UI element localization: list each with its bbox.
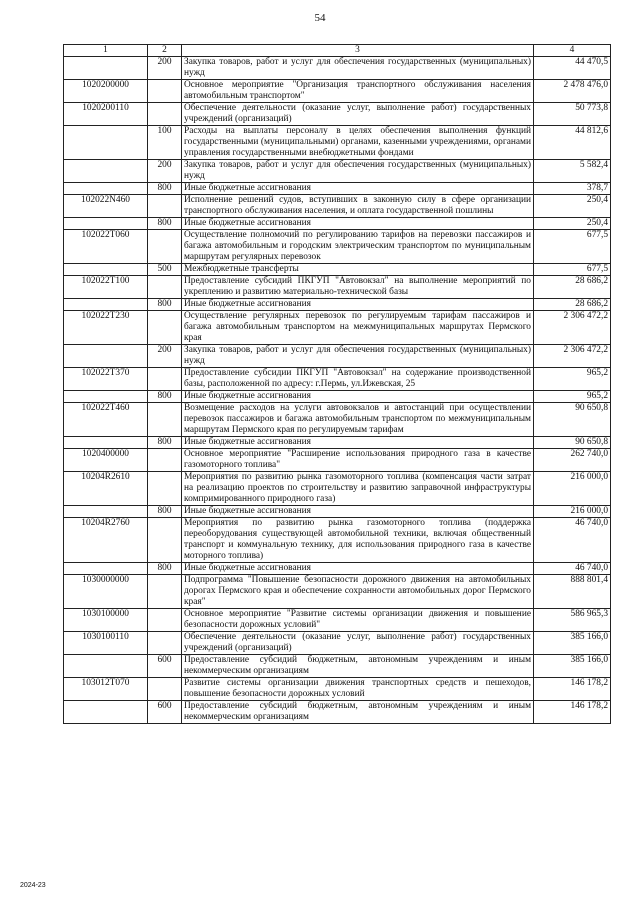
expense-type-cell [148, 609, 182, 632]
expense-type-cell: 800 [148, 563, 182, 575]
description-cell: Мероприятия по развитию рынка газомоторного топлива (поддержка переоборудования существующей автомобильной техники, включая общественный транспорт и коммунальную технику, для использования природного газа в качестве моторного топлива) [182, 518, 534, 563]
table-row [64, 437, 611, 449]
table-row [64, 160, 611, 183]
expense-type-cell: 600 [148, 701, 182, 724]
description-cell: Закупка товаров, работ и услуг для обеспечения государственных (муниципальных) нужд [182, 57, 534, 80]
column-number: 1 [64, 45, 148, 57]
amount-cell: 586 965,3 [534, 609, 611, 632]
expense-type-cell [148, 575, 182, 609]
code-cell: 103012Т070 [64, 678, 148, 701]
code-cell [64, 126, 148, 160]
amount-cell: 262 740,0 [534, 449, 611, 472]
expense-type-cell: 200 [148, 160, 182, 183]
expense-type-cell: 800 [148, 506, 182, 518]
expense-type-cell [148, 368, 182, 391]
expense-type-cell: 100 [148, 126, 182, 160]
code-cell: 102022Т100 [64, 276, 148, 299]
table-row [64, 368, 611, 391]
table-row [64, 195, 611, 218]
description-cell: Иные бюджетные ассигнования [182, 391, 534, 403]
code-cell [64, 218, 148, 230]
table-row [64, 311, 611, 345]
table-row [64, 678, 611, 701]
table-row [64, 655, 611, 678]
expense-type-cell [148, 311, 182, 345]
description-cell: Мероприятия по развитию рынка газомоторного топлива (компенсация части затрат на реализацию проектов по строительству и развитию заправочной инфраструктуры компримированного природного газа) [182, 472, 534, 506]
amount-cell: 50 773,8 [534, 103, 611, 126]
table-row [64, 299, 611, 311]
budget-table-container [63, 44, 610, 724]
expense-type-cell: 200 [148, 345, 182, 368]
table-row [64, 563, 611, 575]
amount-cell: 965,2 [534, 368, 611, 391]
description-cell: Основное мероприятие "Расширение использования природного газа в качестве газомоторного топлива" [182, 449, 534, 472]
table-row [64, 276, 611, 299]
description-cell: Иные бюджетные ассигнования [182, 299, 534, 311]
expense-type-cell [148, 403, 182, 437]
code-cell: 102022Т230 [64, 311, 148, 345]
table-row [64, 345, 611, 368]
code-cell: 10204R2610 [64, 472, 148, 506]
code-cell: 1030100000 [64, 609, 148, 632]
expense-type-cell [148, 449, 182, 472]
description-cell: Предоставление субсидий ПКГУП "Автовокзал" на выполнение мероприятий по укреплению и развитию материально-технической базы [182, 276, 534, 299]
table-row [64, 632, 611, 655]
description-cell: Предоставление субсидии ПКГУП "Автовокзал" на содержание производственной базы, расположенной по адресу: г.Пермь, ул.Ижевская, 25 [182, 368, 534, 391]
description-cell: Основное мероприятие "Развитие системы организации движения и повышение безопасности дорожных условий" [182, 609, 534, 632]
amount-cell: 44 812,6 [534, 126, 611, 160]
expense-type-cell [148, 678, 182, 701]
amount-cell: 44 470,5 [534, 57, 611, 80]
amount-cell: 378,7 [534, 183, 611, 195]
code-cell: 1030000000 [64, 575, 148, 609]
expense-type-cell [148, 103, 182, 126]
expense-type-cell [148, 518, 182, 563]
amount-cell: 146 178,2 [534, 701, 611, 724]
description-cell: Осуществление полномочий по регулированию тарифов на перевозки пассажиров и багажа автомобильным и городским электрическим транспортом по муниципальным маршрутам регулярных перевозок [182, 230, 534, 264]
table-row [64, 449, 611, 472]
description-cell: Иные бюджетные ассигнования [182, 218, 534, 230]
code-cell [64, 437, 148, 449]
description-cell: Предоставление субсидий бюджетным, автономным учреждениям и иным некоммерческим организациям [182, 701, 534, 724]
description-cell: Обеспечение деятельности (оказание услуг, выполнение работ) государственных учреждений (организаций) [182, 103, 534, 126]
code-cell [64, 183, 148, 195]
amount-cell: 90 650,8 [534, 403, 611, 437]
amount-cell: 28 686,2 [534, 299, 611, 311]
table-row [64, 609, 611, 632]
expense-type-cell [148, 472, 182, 506]
expense-type-cell [148, 230, 182, 264]
column-number: 4 [534, 45, 611, 57]
table-row [64, 264, 611, 276]
code-cell [64, 57, 148, 80]
code-cell: 1020200000 [64, 80, 148, 103]
code-cell [64, 264, 148, 276]
description-cell: Предоставление субсидий бюджетным, автономным учреждениям и иным некоммерческим организациям [182, 655, 534, 678]
amount-cell: 146 178,2 [534, 678, 611, 701]
description-cell: Закупка товаров, работ и услуг для обеспечения государственных (муниципальных) нужд [182, 345, 534, 368]
description-cell: Подпрограмма "Повышение безопасности дорожного движения на автомобильных дорогах Пермского края и обеспечение сохранности автомобильных дорог Пермского края" [182, 575, 534, 609]
expense-type-cell: 800 [148, 183, 182, 195]
amount-cell: 677,5 [534, 264, 611, 276]
amount-cell: 46 740,0 [534, 563, 611, 575]
code-cell: 102022Т370 [64, 368, 148, 391]
expense-type-cell [148, 80, 182, 103]
code-cell: 102022Т060 [64, 230, 148, 264]
budget-table [63, 44, 611, 724]
column-number-row [64, 45, 611, 57]
amount-cell: 2 306 472,2 [534, 311, 611, 345]
table-row [64, 518, 611, 563]
column-number: 2 [148, 45, 182, 57]
expense-type-cell: 600 [148, 655, 182, 678]
description-cell: Возмещение расходов на услуги автовокзалов и автостанций при осуществлении перевозок пассажиров и багажа автомобильным транспортом по межмуниципальным маршрутам Пермского края по регулируемым тарифам [182, 403, 534, 437]
footer-code: 2024-23 [20, 882, 46, 889]
description-cell: Иные бюджетные ассигнования [182, 437, 534, 449]
code-cell: 10204R2760 [64, 518, 148, 563]
code-cell [64, 655, 148, 678]
amount-cell: 965,2 [534, 391, 611, 403]
amount-cell: 90 650,8 [534, 437, 611, 449]
code-cell [64, 701, 148, 724]
table-row [64, 80, 611, 103]
expense-type-cell: 800 [148, 218, 182, 230]
page-number: 54 [314, 12, 326, 24]
expense-type-cell [148, 632, 182, 655]
amount-cell: 2 306 472,2 [534, 345, 611, 368]
expense-type-cell: 800 [148, 391, 182, 403]
code-cell [64, 299, 148, 311]
code-cell: 102022Т460 [64, 403, 148, 437]
amount-cell: 888 801,4 [534, 575, 611, 609]
amount-cell: 250,4 [534, 218, 611, 230]
description-cell: Иные бюджетные ассигнования [182, 506, 534, 518]
description-cell: Основное мероприятие "Организация транспортного обслуживания населения автомобильным транспортом" [182, 80, 534, 103]
amount-cell: 250,4 [534, 195, 611, 218]
code-cell: 102022N460 [64, 195, 148, 218]
description-cell: Осуществление регулярных перевозок по регулируемым тарифам пассажиров и багажа автомобильным транспортом на межмуниципальных маршрутах Пермского края [182, 311, 534, 345]
table-row [64, 506, 611, 518]
table-row [64, 126, 611, 160]
code-cell [64, 563, 148, 575]
table-row [64, 57, 611, 80]
expense-type-cell: 500 [148, 264, 182, 276]
amount-cell: 5 582,4 [534, 160, 611, 183]
description-cell: Развитие системы организации движения транспортных средств и пешеходов, повышение безопасности дорожных условий [182, 678, 534, 701]
code-cell: 1030100110 [64, 632, 148, 655]
expense-type-cell [148, 195, 182, 218]
description-cell: Межбюджетные трансферты [182, 264, 534, 276]
code-cell: 1020200110 [64, 103, 148, 126]
code-cell [64, 391, 148, 403]
amount-cell: 385 166,0 [534, 655, 611, 678]
code-cell [64, 345, 148, 368]
amount-cell: 28 686,2 [534, 276, 611, 299]
amount-cell: 677,5 [534, 230, 611, 264]
table-row [64, 391, 611, 403]
description-cell: Закупка товаров, работ и услуг для обеспечения государственных (муниципальных) нужд [182, 160, 534, 183]
code-cell [64, 160, 148, 183]
column-number: 3 [182, 45, 534, 57]
table-row [64, 472, 611, 506]
description-cell: Расходы на выплаты персоналу в целях обеспечения выполнения функций государственными (муниципальными) органами, казенными учреждениями, органами управления государственными внебюджетными фондами [182, 126, 534, 160]
table-body [64, 57, 611, 724]
code-cell [64, 506, 148, 518]
table-row [64, 218, 611, 230]
description-cell: Иные бюджетные ассигнования [182, 183, 534, 195]
expense-type-cell [148, 276, 182, 299]
table-row [64, 103, 611, 126]
description-cell: Исполнение решений судов, вступивших в законную силу в сфере организации транспортного обслуживания населения, и оплата государственной пошлины [182, 195, 534, 218]
table-row [64, 183, 611, 195]
table-row [64, 575, 611, 609]
code-cell: 1020400000 [64, 449, 148, 472]
amount-cell: 46 740,0 [534, 518, 611, 563]
description-cell: Иные бюджетные ассигнования [182, 563, 534, 575]
table-row [64, 403, 611, 437]
amount-cell: 216 000,0 [534, 506, 611, 518]
expense-type-cell: 800 [148, 437, 182, 449]
table-row [64, 230, 611, 264]
expense-type-cell: 200 [148, 57, 182, 80]
expense-type-cell: 800 [148, 299, 182, 311]
table-row [64, 701, 611, 724]
amount-cell: 2 478 476,0 [534, 80, 611, 103]
amount-cell: 216 000,0 [534, 472, 611, 506]
amount-cell: 385 166,0 [534, 632, 611, 655]
description-cell: Обеспечение деятельности (оказание услуг, выполнение работ) государственных учреждений (организаций) [182, 632, 534, 655]
